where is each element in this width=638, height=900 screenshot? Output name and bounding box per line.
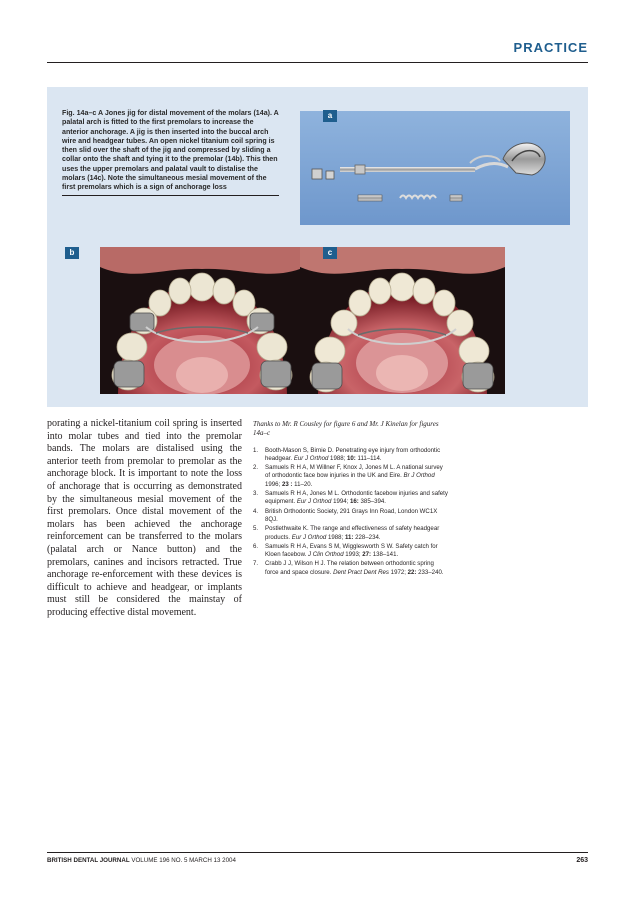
- reference-item: [253, 508, 448, 525]
- reference-journal: Eur J Orthod: [293, 454, 329, 462]
- reference-journal: J Clin Orthod: [308, 551, 344, 559]
- body-text-column: porating a nickel-titanium coil spring is inserted into molar tubes and tied into the premolar bands. The molars are distalised using the anterior teeth from premolar to premolar as the anchorage block. It is important to note the loss of anchorage that is occurring as demonstrated by the simultaneous mesial movement of the first premolars. Once distal movement of the molars has been achieved the anchorage reinforcement can be transferred to the molars (palatal arch or Nance button) and the premolars, canines and incisors retracted. True anchorage re-enforcement with these devices is difficult to achieve and headgear, or implants must still be considered the mainstay of producing effective distal movement.: [47, 418, 242, 618]
- reference-number: 1.: [253, 446, 259, 454]
- reference-post: 1993;: [343, 551, 363, 559]
- reference-text: [265, 508, 448, 525]
- reference-vol: 10:: [347, 454, 356, 462]
- reference-item: [253, 490, 448, 507]
- reference-number: 6.: [253, 542, 259, 550]
- reference-pages: 138–141.: [371, 551, 399, 559]
- footer-journal: BRITISH DENTAL JOURNAL: [47, 857, 130, 864]
- figure-label-a: a: [323, 110, 337, 122]
- reference-text: [265, 525, 448, 542]
- references-column: [253, 420, 448, 578]
- reference-journal: Eur J Orthod: [291, 533, 327, 541]
- reference-number: 4.: [253, 507, 259, 515]
- reference-journal: Eur J Orthod: [296, 498, 332, 506]
- reference-pre: Samuels R H A, M Willner F, Knox J, Jones M L. A national survey of orthodontic face bow injuries in the UK and Eire.: [265, 464, 443, 480]
- reference-pre: Samuels R H A, Jones M L. Orthodontic facebow injuries and safety equipment.: [265, 490, 448, 506]
- reference-text: [265, 543, 448, 560]
- figure-panel: [47, 87, 588, 407]
- reference-pages: 233–240.: [416, 568, 444, 576]
- reference-post: 1996;: [265, 480, 282, 488]
- caption-rule: [62, 195, 279, 196]
- photo-b-intraoral: [100, 247, 305, 394]
- reference-pages: 11–20.: [292, 480, 313, 488]
- reference-pre: British Orthodontic Society, 291 Grays Inn Road, London WC1X 8QJ.: [265, 507, 438, 523]
- figure-label-b: b: [65, 247, 79, 259]
- reference-pre: Booth-Mason S, Birnie D. Penetrating eye injury from orthodontic headgear.: [265, 446, 441, 462]
- reference-item: [253, 464, 448, 489]
- reference-item: [253, 525, 448, 542]
- reference-pages: 228–234.: [353, 533, 381, 541]
- footer-issue: VOLUME 196 NO. 5 MARCH 13 2004: [129, 857, 236, 864]
- reference-post: 1988;: [328, 454, 347, 462]
- footer-citation: [47, 857, 236, 864]
- reference-item: [253, 543, 448, 560]
- reference-post: 1972;: [388, 568, 408, 576]
- reference-pages: 111–114.: [355, 454, 382, 462]
- reference-pages: 385–394.: [358, 498, 386, 506]
- reference-vol: 23 :: [281, 480, 293, 488]
- photo-a-jones-jig: [300, 111, 570, 225]
- page-number: 263: [576, 857, 588, 864]
- reference-item: [253, 447, 448, 464]
- header-rule: [47, 62, 588, 63]
- reference-pre: Postlethwaite K. The range and effectiveness of safety headgear products.: [265, 525, 440, 541]
- reference-vol: 27:: [362, 551, 372, 559]
- reference-item: [253, 560, 448, 577]
- figure-caption: Fig. 14a–c A Jones jig for distal movement of the molars (14a). A palatal arch is fitted to the first premolars to increase the anterior anchorage. A jig is then inserted into the buccal arch wire and headgear tubes. An open nickel titanium coil spring is then slid over the shaft of the jig and compressed by sliding a collar onto the shaft and tying it to the premolar (14b). This then uses the upper premolars and palatal vault to distalise the molars (14c). Note the simultaneous mesial movement of the first premolars which is a sign of anchorage loss: [62, 109, 279, 192]
- reference-post: 1994;: [331, 498, 351, 506]
- reference-number: 2.: [253, 464, 259, 472]
- footer-rule: [47, 852, 588, 853]
- reference-text: [265, 490, 448, 507]
- section-label: PRACTICE: [513, 40, 588, 55]
- photo-c-intraoral: [300, 247, 505, 394]
- reference-vol: 11:: [344, 533, 354, 541]
- reference-vol: 16:: [350, 498, 359, 506]
- reference-list: [253, 447, 448, 577]
- reference-number: 3.: [253, 490, 259, 498]
- reference-text: [265, 464, 448, 489]
- reference-text: [265, 447, 448, 464]
- reference-journal: Dent Pract Dent Res: [333, 568, 389, 576]
- reference-number: 7.: [253, 560, 259, 568]
- acknowledgement: Thanks to Mr. R Cousley for figure 6 and Mr. J Kinelan for figures 14a–c: [253, 420, 439, 438]
- reference-pre: Samuels R H A, Evans S M, Wigglesworth S W. Safety catch for Kloen facebow.: [265, 542, 438, 559]
- reference-pre: Crabb J J, Wilson H J. The relation between orthodontic spring force and space closure.: [265, 560, 434, 576]
- reference-text: [265, 560, 448, 577]
- reference-number: 5.: [253, 525, 259, 533]
- figure-label-c: c: [323, 247, 337, 259]
- reference-post: 1988;: [326, 533, 345, 541]
- reference-vol: 22:: [407, 568, 417, 576]
- reference-journal: Br J Orthod: [403, 472, 435, 480]
